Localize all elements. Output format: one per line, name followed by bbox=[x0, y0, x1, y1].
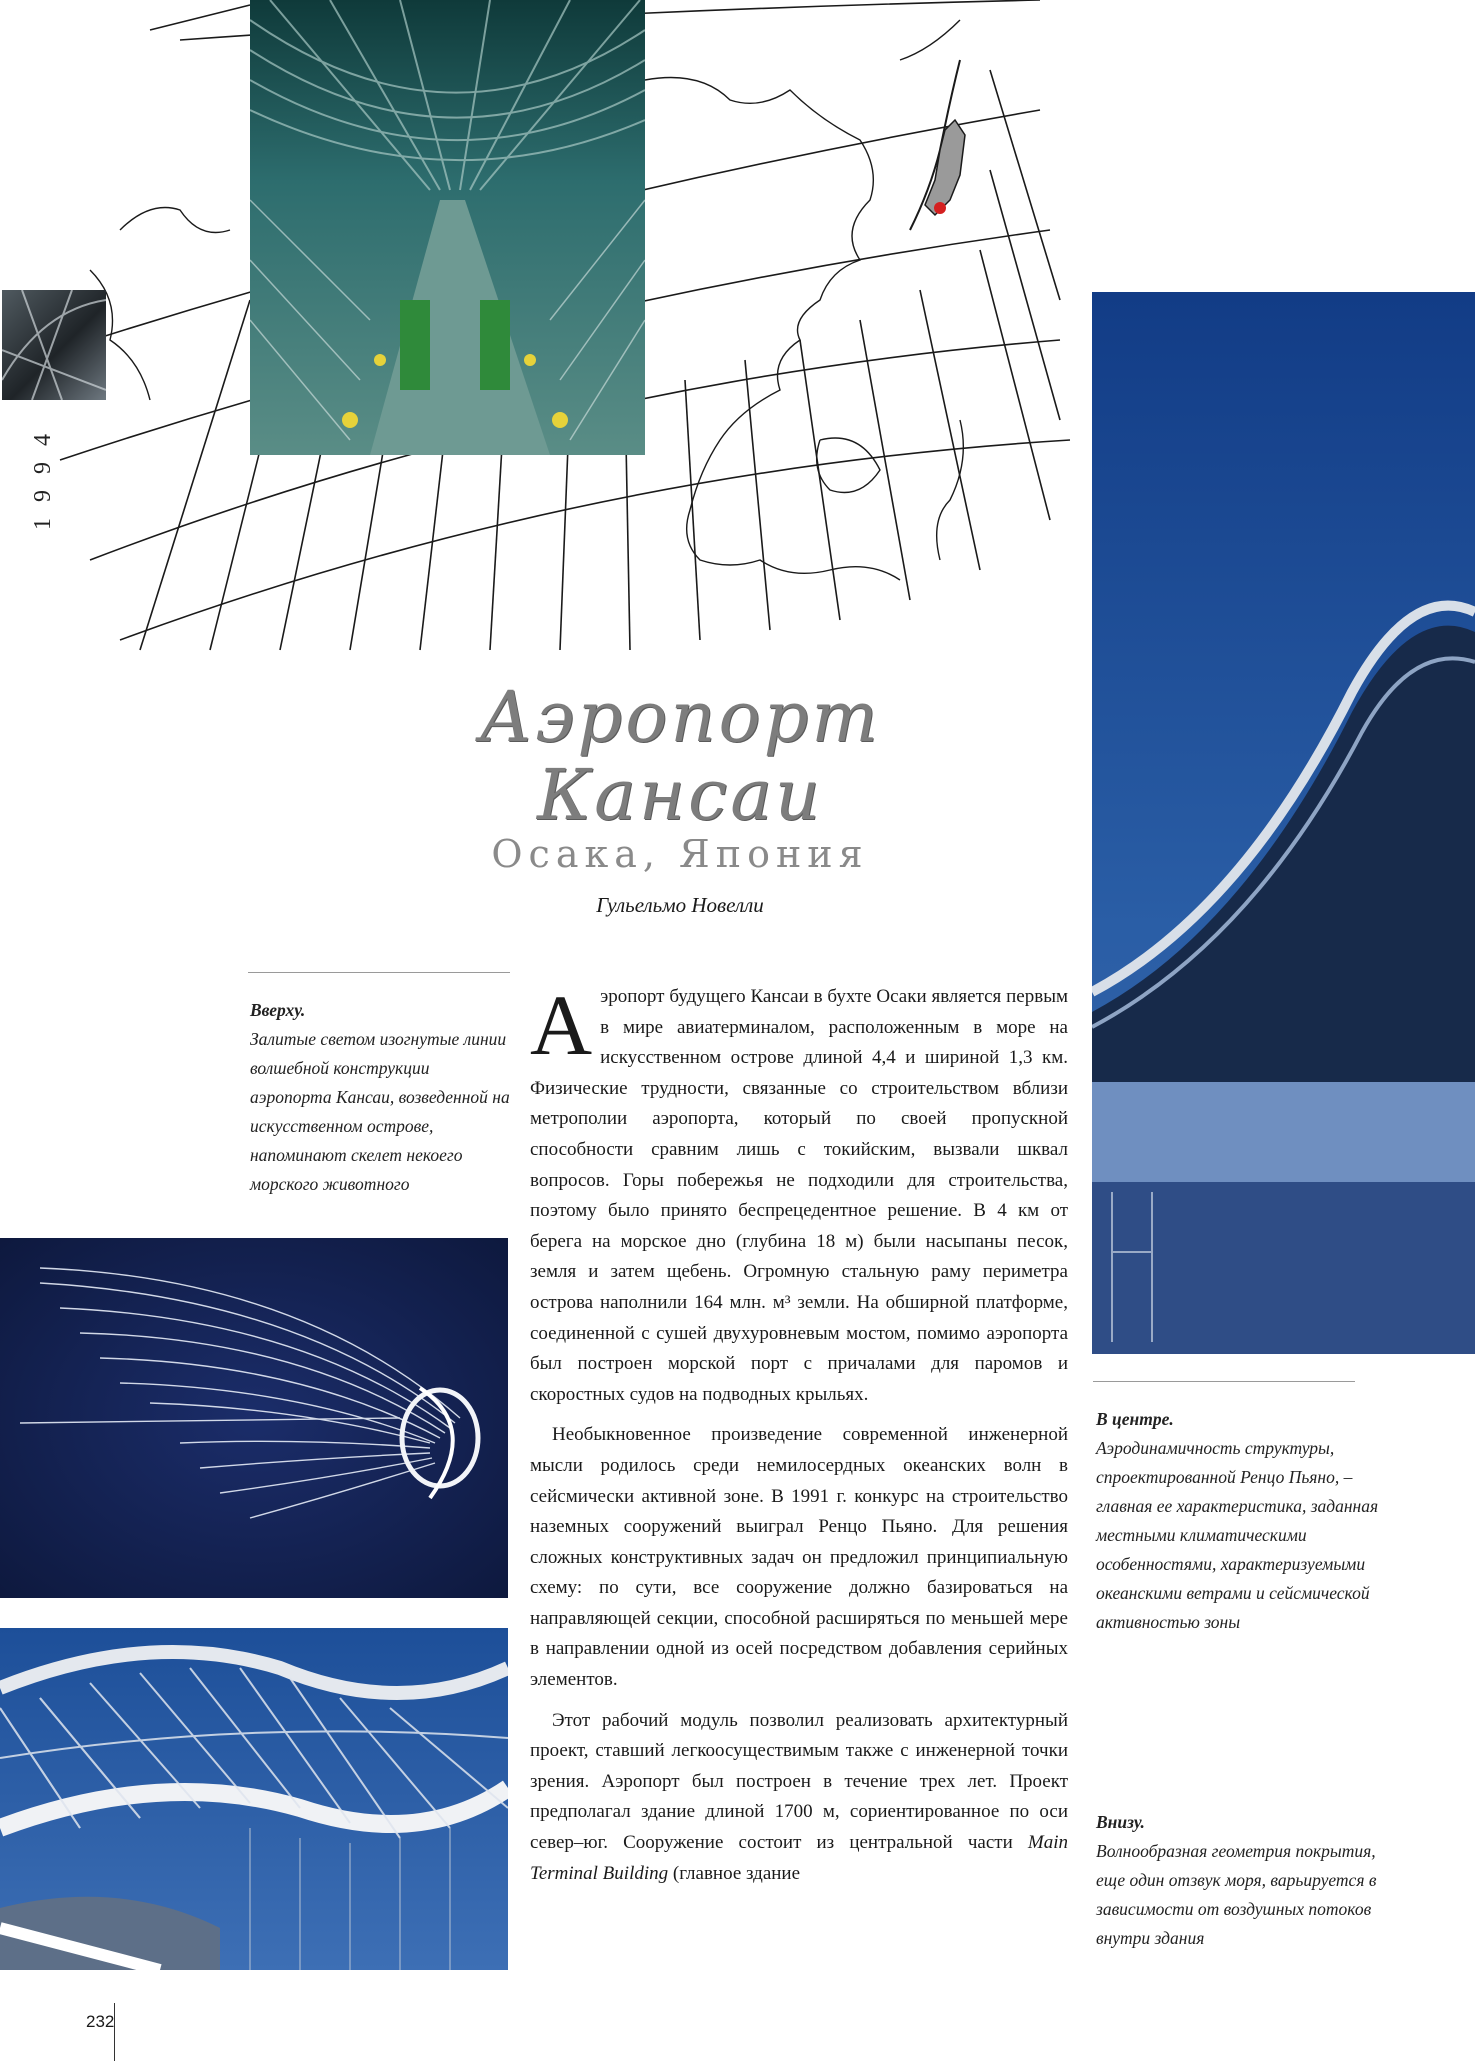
caption-bottom bbox=[1096, 1808, 1386, 1953]
title-line-2: Кансаи bbox=[536, 754, 824, 836]
drop-cap: А bbox=[530, 977, 593, 1073]
caption-middle bbox=[1096, 1405, 1386, 1637]
page-number: 232 bbox=[86, 2012, 115, 2031]
paragraph: Этот рабочий модуль позволил реализовать архитектурный проект, ставший легкоосуществимым также с инженерной точки зрения. Аэропорт был построен в течение трех лет. Проект предполагал здание длиной 1700 м, сориентированное по оси север–юг. Сооружение состоит из центральной части Main Terminal Building (главное здание bbox=[530, 1709, 1068, 1884]
caption-heading: В центре. bbox=[1096, 1409, 1174, 1429]
truss-roof-photo bbox=[0, 1628, 508, 1970]
page-number-rule bbox=[114, 2003, 115, 2061]
caption-text: Волнообразная геометрия покрытия, еще один отзвук моря, варьируется в зависимости от воздушных потоков внутри здания bbox=[1096, 1841, 1377, 1948]
title-line-1: Аэропорт bbox=[479, 676, 881, 758]
thumbnail-photo bbox=[2, 290, 106, 400]
caption-top bbox=[250, 996, 510, 1199]
paragraph: Аэропорт будущего Кансаи в бухте Осаки является первым в мире авиатерминалом, расположенным в море на искусственном острове длиной 4,4 и шириной 1,3 км. Физические трудности, связанные со строительством вблизи метрополии аэропорта, который по своей пропускной способности сравним лишь с токийским, вызвали шквал вопросов. Горы побережья не подходили для строительства, поэтому было принято беспрецедентное решение. В 4 км от берега на морское дно (глубина 18 м) были насыпаны песок, земля и затем щебень. Огромную стальную раму периметра острова наполнили 164 млн. м³ земли. На обширной платформе, соединенной с сушей двухуровневым мостом, помимо аэропорта был построен морской порт с причалами для паромов и скоростных судов на подводных крыльях. bbox=[530, 977, 1068, 1405]
aerodynamic-roof-photo bbox=[1092, 292, 1475, 1354]
cable-structure-photo bbox=[0, 1238, 508, 1598]
paragraph: Необыкновенное произведение современной инженерной мысли родилось среди немилосердных океанских волн в сейсмически активной зоне. В 1991 г. конкурс на строительство наземных сооружений выиграл Ренцо Пьяно. Для решения сложных конструктивных задач он предложил принципиальную схему: по сути, все сооружение должно базироваться на направляющей секции, способной расширяться по меньшей мере в направлении одной из осей посредством добавления серийных элементов. bbox=[530, 1424, 1068, 1691]
caption-text: Аэродинамичность структуры, спроектированной Ренцо Пьяно, – главная ее характеристика, заданная местными климатическими особенностями, характеризуемыми океанскими ветрами и сейсмической активностью зоны bbox=[1096, 1438, 1379, 1632]
osaka-marker bbox=[934, 202, 946, 214]
caption-rule bbox=[1093, 1381, 1355, 1382]
terminal-interior-photo bbox=[250, 0, 645, 455]
caption-heading: Вверху. bbox=[250, 1000, 306, 1020]
subtitle: Осака, Япония bbox=[491, 832, 869, 876]
article-body bbox=[530, 977, 1068, 1889]
caption-text: Залитые светом изогнутые линии волшебной конструкции аэропорта Кансаи, возведенной на искусственном острове, напоминают скелет некоего морского животного bbox=[250, 1029, 510, 1194]
caption-heading: Внизу. bbox=[1096, 1812, 1145, 1832]
caption-rule bbox=[248, 972, 510, 973]
year-label: 1994 bbox=[30, 418, 56, 530]
author: Гульельмо Новелли bbox=[596, 893, 764, 917]
